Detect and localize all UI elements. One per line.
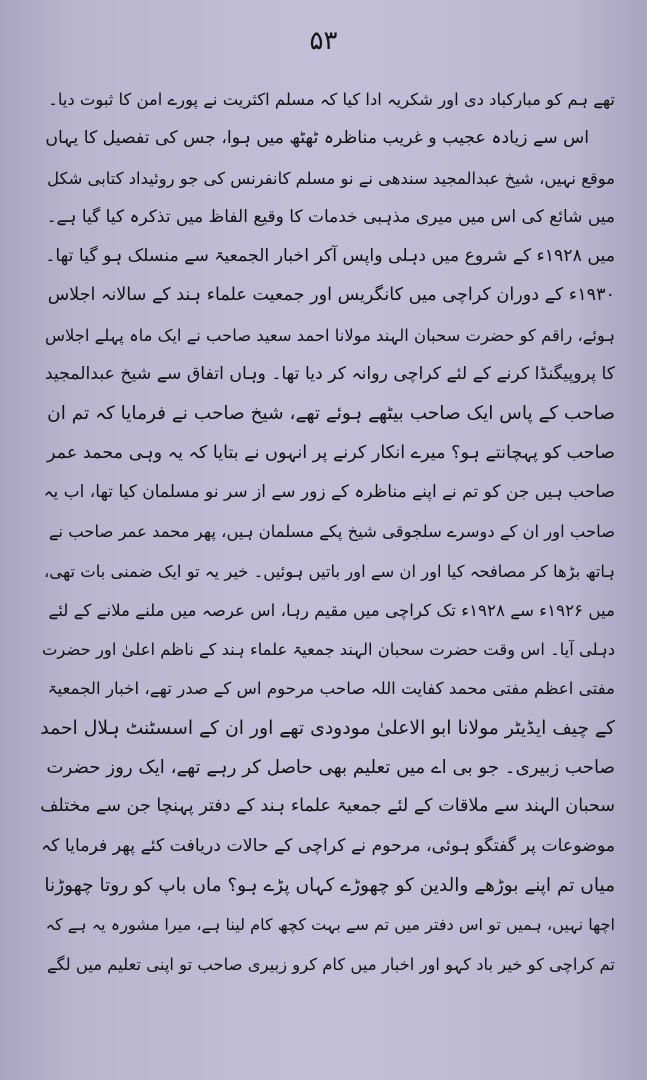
text-line: موضوعات پر گفتگو ہوئی، مرحوم نے کراچی کے حالات دریافت کئے پھر فرمایا کہ xyxy=(41,835,615,856)
text-line: میں ۱۹۲۸ء کے شروع میں دہلی واپس آکر اخبار الجمعیۃ سے منسلک ہو گیا تھا۔ xyxy=(45,246,615,267)
page-number: ۵۳ xyxy=(309,26,338,56)
text-line: صاحب کے پاس ایک صاحب بیٹھے ہوئے تھے، شیخ صاحب نے فرمایا کہ تم ان xyxy=(47,403,615,425)
text-line: تم کراچی کو خیر باد کہو اور اخبار میں کام کرو زبیری صاحب تو اپنی تعلیم میں لگے xyxy=(47,954,615,974)
text-line: صاحب اور ان کے دوسرے سلجوقی شیخ پکے مسلمان ہیں، پھر محمد عمر صاحب نے xyxy=(48,522,615,542)
text-line: میاں تم اپنے بوڑھے والدین کو چھوڑے کہاں پڑے ہو؟ ماں باپ کو روتا چھوڑنا xyxy=(44,874,615,896)
text-line: کا پروپیگنڈا کرنے کے لئے کراچی روانہ کر دیا تھا۔ وہاں اتفاق سے شیخ عبدالمجید xyxy=(44,364,615,385)
text-line: ہاتھ بڑھا کر مصافحہ کیا اور ان سے اور باتیں ہوئیں۔ خیر یہ تو ایک ضمنی بات تھی، xyxy=(44,561,615,581)
text-line: دہلی آیا۔ اس وقت حضرت سحبان الہند جمعیۃ علماء ہند کے ناظم اعلیٰ اور حضرت xyxy=(41,640,615,660)
text-line: ۱۹۳۰ء کے دوران کراچی میں کانگریس اور جمعیت علماء ہند کے سالانہ اجلاس xyxy=(47,285,615,306)
text-line: موقع نہیں، شیخ عبدالمجید سندھی نے نو مسلم کانفرنس کی جو روئیداد کتابی شکل xyxy=(47,168,615,188)
text-line: صاحب زبیری۔ جو بی اے میں تعلیم بھی حاصل کر رہے تھے، ایک روز حضرت xyxy=(46,757,615,779)
text-line: اچھا نہیں، ہمیں تو اس دفتر میں تم سے بہت کچھ کام لینا ہے، میرا مشورہ یہ ہے کہ xyxy=(45,915,615,935)
text-line: صاحب کو پہچانتے ہو؟ میرے انکار کرنے پر انہوں نے بتایا کہ یہ وہی محمد عمر xyxy=(46,442,615,463)
text-line: میں شائع کی اس میں میری مذہبی خدمات کا وقیع الفاظ میں تذکرہ کیا گیا ہے۔ xyxy=(46,206,615,227)
text-line: صاحب ہیں جن کو تم نے اپنے مناظرہ کے زور سے از سر نو مسلمان کیا تھا، اب یہ xyxy=(43,481,615,502)
text-line: مفتی اعظم مفتی محمد کفایت اللہ صاحب مرحوم اس کے صدر تھے، اخبار الجمعیۃ xyxy=(47,678,615,699)
urdu-text-body xyxy=(40,80,615,1065)
text-line: ہوئے، راقم کو حضرت سحبان الہند مولانا احمد سعید صاحب نے ایک ماہ پہلے اجلاس xyxy=(44,325,615,345)
text-line: اس سے زیادہ عجیب و غریب مناظرہ ٹھٹھ میں ہوا، جس کی تفصیل کا یہاں xyxy=(45,128,589,149)
text-line: کے چیف ایڈیٹر مولانا ابو الاعلیٰ مودودی تھے اور ان کے اسسٹنٹ ہلال احمد xyxy=(40,717,615,739)
text-line: سحبان الہند سے ملاقات کے لئے جمعیۃ علماء ہند کے دفتر پہنچا جن سے مختلف xyxy=(40,796,615,817)
text-line: میں ۱۹۲۶ء سے ۱۹۲۸ء تک کراچی میں مقیم رہا، اس عرصہ میں ملنے ملانے کے لئے xyxy=(48,599,615,620)
text-line: تھے ہم کو مبارکباد دی اور شکریہ ادا کیا کہ مسلم اکثریت نے پورے امن کا ثبوت دیا۔ xyxy=(48,90,615,109)
